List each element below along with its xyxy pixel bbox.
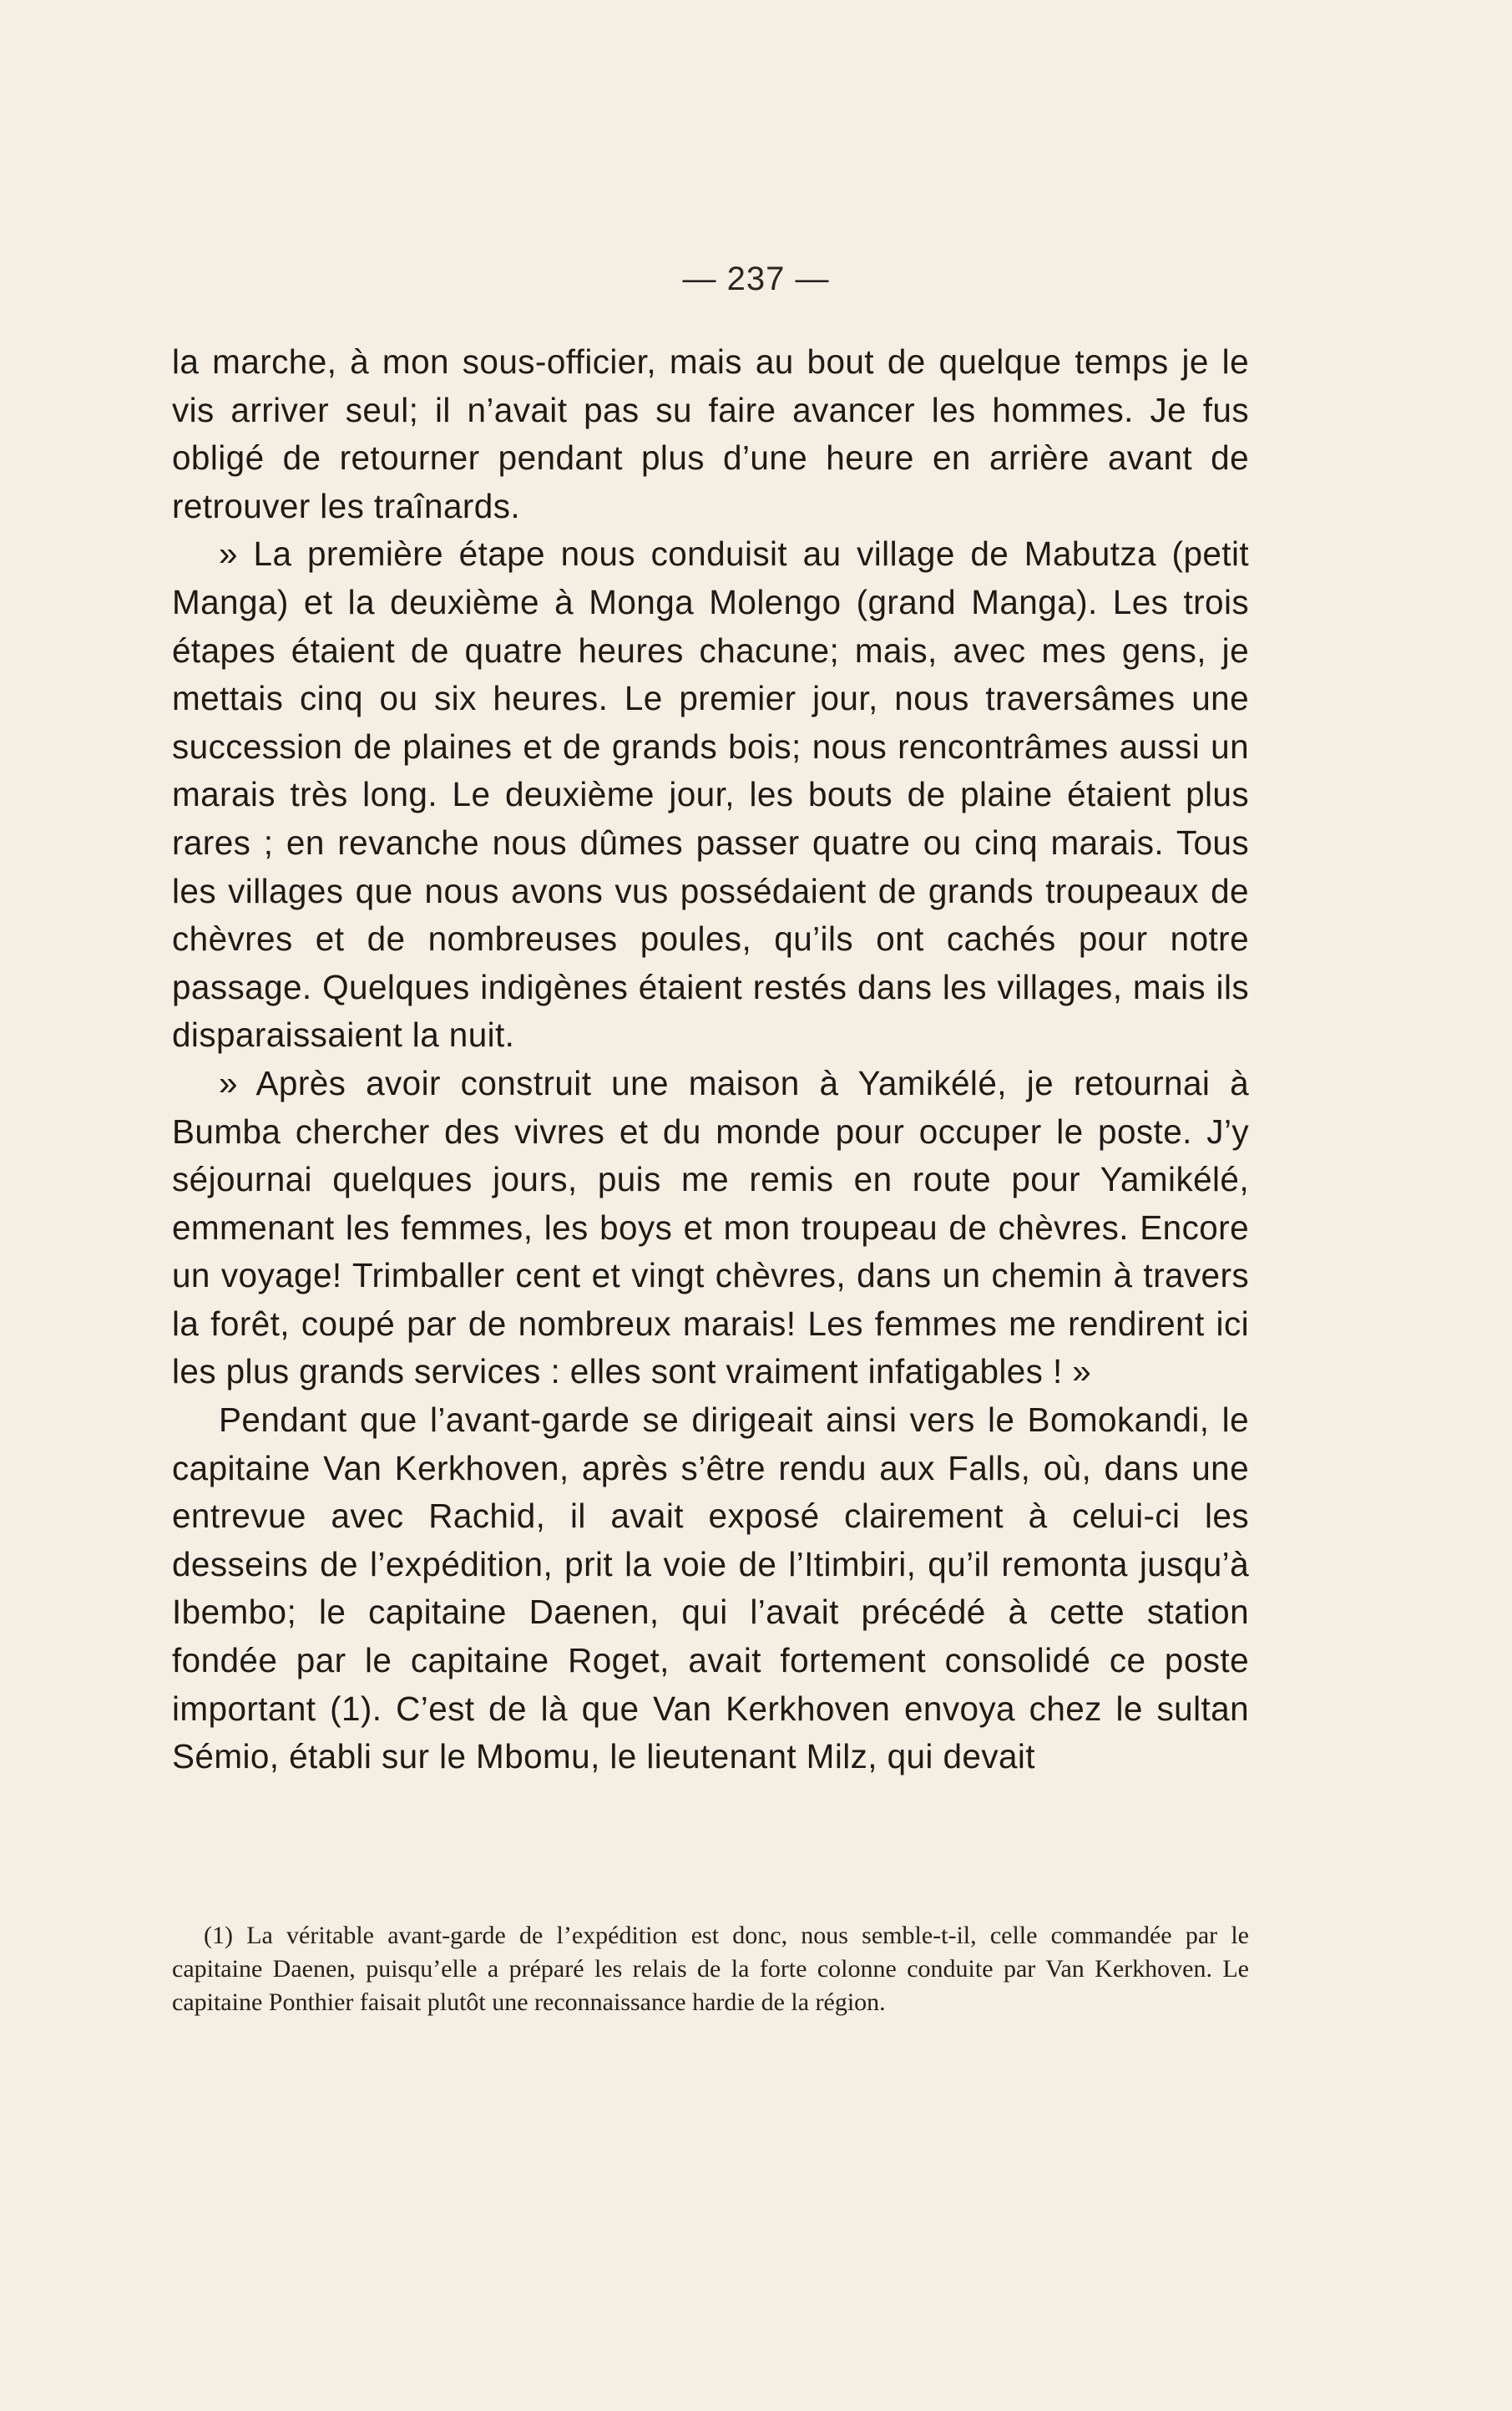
paragraph-continuation: la marche, à mon sous-officier, mais au bout de quelque temps je le vis arriver seul; il n’avait pas su faire avancer les hommes. Je fus obligé de retourner pendant plus d’une heure en arrière avant de retrouver les traînards. — [172, 342, 1249, 525]
paragraph-quote-first-stage: » La première étape nous conduisit au village de Mabutza (petit Manga) et la deuxième à Monga Molengo (grand Manga). Les trois étapes étaient de quatre heures chacune; mais, avec mes gens, je mettais cinq ou six heures. Le premier jour, nous traversâmes une succession de plaines et de grands bois; nous rencontrâmes aussi un marais très long. Le deuxième jour, les bouts de plaine étaient plus rares ; en revanche nous dûmes passer quatre ou cinq marais. Tous les villages que nous avons vus possédaient de grands troupeaux de chèvres et de nombreuses poules, qu’ils ont cachés pour notre passage. Quelques indigènes étaient restés dans les villages, mais ils disparaissaient la nuit. — [172, 534, 1249, 1055]
paragraph-quote-yamikele: » Après avoir construit une maison à Yamikélé, je retournai à Bumba chercher des vivres et du monde pour occuper le poste. J’y séjournai quelques jours, puis me remis en route pour Yamikélé, emmenant les femmes, les boys et mon troupeau de chèvres. Encore un voyage! Trimballer cent et vingt chèvres, dans un chemin à travers la forêt, coupé par de nombreux marais! Les femmes me rendirent ici les plus grands services : elles sont vraiment infatigables ! » — [172, 1063, 1249, 1391]
paragraph-van-kerkhoven: Pendant que l’avant-garde se dirigeait ainsi vers le Bomokandi, le capitaine Van Kerkhoven, après s’être rendu aux Falls, où, dans une entrevue avec Rachid, il avait exposé clairement à celui-ci les desseins de l’expédition, prit la voie de l’Itimbiri, qu’il remonta jusqu’à Ibembo; le capitaine Daenen, qui l’avait précédé à cette station fondée par le capitaine Roget, avait fortement consolidé ce poste important (1). C’est de là que Van Kerkhoven envoya chez le sultan Sémio, établi sur le Mbomu, le lieutenant Milz, qui devait — [172, 1401, 1249, 1776]
page-number: — 237 — — [682, 261, 830, 297]
main-text — [172, 338, 1249, 1781]
footnotes — [172, 1919, 1249, 2019]
footnote-1: (1) La véritable avant-garde de l’expédition est donc, nous semble-t-il, celle commandée par le capitaine Daenen, puisqu’elle a préparé les relais de la forte colonne conduite par Van Kerkhoven. Le capitaine Ponthier faisait plutôt une reconnaissance hardie de la région. — [172, 1922, 1249, 2016]
